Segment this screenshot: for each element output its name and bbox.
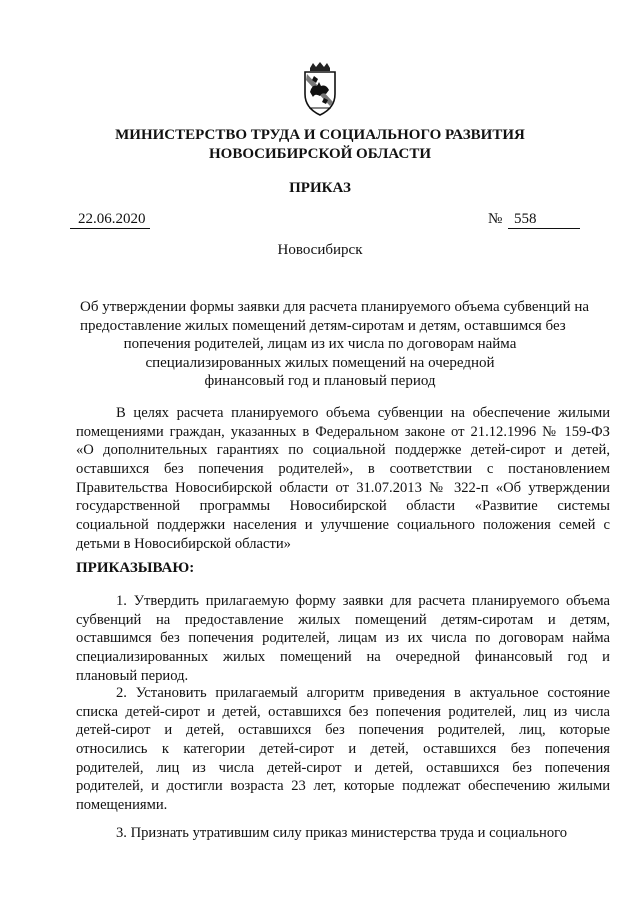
item-2-line: детей-сирот и детей, оставшихся без попечения родителей, лиц, которые	[76, 722, 610, 739]
item-1-line: плановый период.	[76, 667, 189, 684]
ministry-line-2: НОВОСИБИРСКОЙ ОБЛАСТИ	[208, 146, 432, 162]
preamble-line: Правительства Новосибирской области от 31.07.2013 № 322-п «Об утверждении	[76, 479, 610, 496]
preamble-line: «О дополнительных гарантиях по социальной поддержке детей-сирот и детей,	[76, 442, 610, 459]
city: Новосибирск	[277, 242, 363, 258]
item-1-line: специализированных жилых помещений на очередной финансовый год и	[76, 649, 610, 666]
preamble-line: помещениями граждан, указанных в Федеральном законе от 21.12.1996 № 159-ФЗ	[76, 423, 610, 440]
order-subject	[80, 298, 590, 391]
number-sign: №	[488, 211, 503, 227]
ministry-name	[60, 126, 580, 164]
item-1-line: 1. Утвердить прилагаемую форму заявки для расчета планируемого объема	[116, 593, 610, 609]
item-2-line: списка детей-сирот и детей, оставшихся без попечения родителей, лиц из числа	[76, 703, 610, 720]
item-2-line: родителей, лиц из числа детей-сирот и детей, оставшихся без попечения	[76, 759, 610, 776]
item-2-line: родителей, и достигли возраста 23 лет, которые подлежат обеспечению жилыми	[76, 778, 610, 795]
order-word: ПРИКАЗЫВАЮ:	[76, 560, 195, 576]
subject-line: финансовый год и плановый период	[204, 373, 436, 389]
order-date: 22.06.2020	[70, 210, 150, 229]
subject-line: попечения родителей, лицам из их числа по договорам найма	[123, 336, 517, 352]
item-2-line: помещениями.	[76, 797, 168, 814]
item-1-line: оставшимся без попечения родителей, лицам из их числа по договорам найма	[76, 630, 610, 647]
preamble-paragraph	[76, 404, 610, 554]
preamble-line: детьми в Новосибирской области»	[76, 535, 291, 552]
item-2	[76, 684, 610, 815]
ministry-line-1: МИНИСТЕРСТВО ТРУДА И СОЦИАЛЬНОГО РАЗВИТИЯ	[115, 127, 525, 143]
preamble-line: В целях расчета планируемого объема субвенции на обеспечение жилыми	[116, 405, 610, 421]
preamble-line: социальной поддержки населения и улучшение социального положения семей с	[76, 517, 610, 534]
subject-line: предоставление жилых помещений детям-сиротам и детям, оставшимся без	[80, 317, 566, 334]
subject-line: специализированных жилых помещений на очередной	[145, 354, 495, 371]
item-2-line: относились к категории детей-сирот и детей, оставшихся без попечения	[76, 741, 610, 758]
coat-of-arms-icon	[300, 62, 340, 116]
document-type: ПРИКАЗ	[289, 180, 351, 196]
preamble-line: государственной программы Новосибирской области «Развитие системы	[76, 498, 610, 515]
order-number: 558	[508, 210, 580, 229]
preamble-line: оставшихся без попечения родителей», в соответствии с постановлением	[76, 461, 610, 478]
item-1	[76, 592, 610, 685]
item-3: 3. Признать утратившим силу приказ министерства труда и социального	[116, 825, 568, 841]
item-2-line: 2. Установить прилагаемый алгоритм приведения в актуальное состояние	[116, 685, 610, 701]
subject-line: Об утверждении формы заявки для расчета планируемого объема субвенций на	[80, 299, 590, 315]
item-1-line: субвенций на предоставление жилых помещений детям-сиротам и детям,	[76, 611, 610, 628]
